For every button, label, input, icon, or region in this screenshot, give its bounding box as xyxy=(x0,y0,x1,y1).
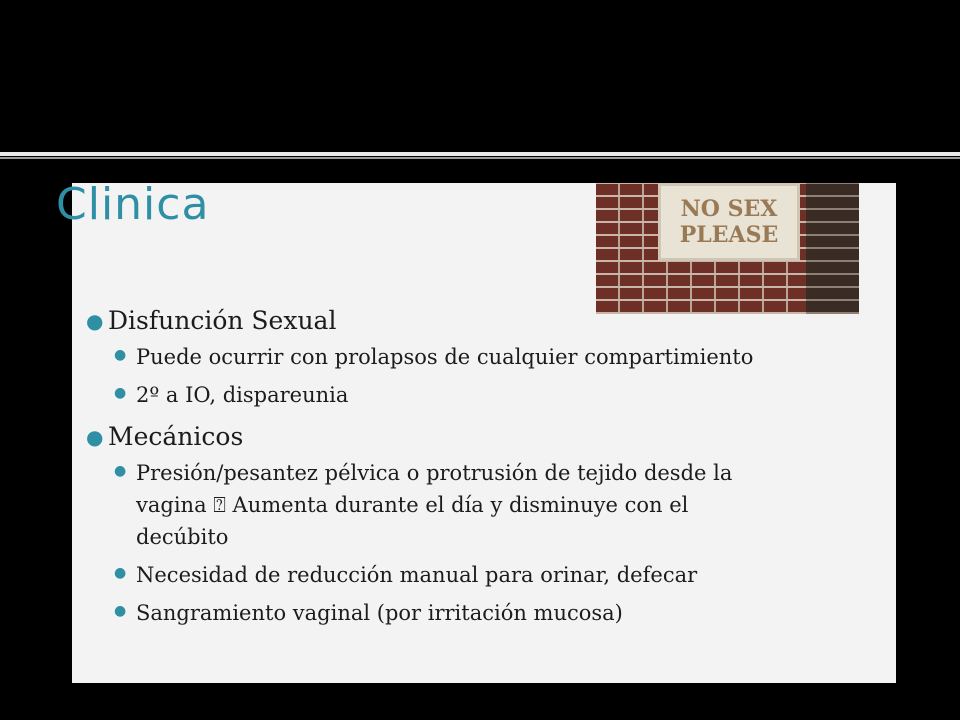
brick-shadow xyxy=(806,183,859,314)
list-item xyxy=(86,341,786,373)
bullet-icon: ● xyxy=(114,385,127,401)
divider-line xyxy=(0,152,960,156)
list-item-text: Necesidad de reducción manual para orinar, defecar xyxy=(136,563,698,587)
list-item-text: Presión/pesantez pélvica o protrusión de tejido desde la vagina ⍰ Aumenta durante el día y disminuye con el decúbito xyxy=(136,461,733,549)
no-sex-please-photo xyxy=(596,183,859,314)
list-item-text: Puede ocurrir con prolapsos de cualquier compartimiento xyxy=(136,345,754,369)
sign-line-2: PLEASE xyxy=(679,222,779,248)
section-heading xyxy=(86,417,886,457)
bullet-icon: ● xyxy=(114,347,127,363)
list-item xyxy=(86,597,786,629)
list-item-text: Sangramiento vaginal (por irritación mucosa) xyxy=(136,601,623,625)
list-item xyxy=(86,457,786,553)
list-item xyxy=(86,379,786,411)
header-band xyxy=(0,0,960,150)
sign-plaque xyxy=(658,183,800,261)
section-heading xyxy=(86,301,886,341)
list-item xyxy=(86,559,786,591)
section-heading-text: Mecánicos xyxy=(108,422,244,451)
bullet-list xyxy=(86,301,886,635)
slide-image xyxy=(56,179,896,683)
bullet-icon: ● xyxy=(114,565,127,581)
bullet-icon: ● xyxy=(86,309,104,333)
bullet-icon: ● xyxy=(86,425,104,449)
section-heading-text: Disfunción Sexual xyxy=(108,306,337,335)
slide-title: Clinica xyxy=(56,179,210,230)
list-item-text: 2º a IO, dispareunia xyxy=(136,383,349,407)
bullet-icon: ● xyxy=(114,463,127,479)
sign-line-1: NO SEX xyxy=(680,196,778,222)
divider-line-shadow xyxy=(0,157,960,159)
bullet-icon: ● xyxy=(114,603,127,619)
